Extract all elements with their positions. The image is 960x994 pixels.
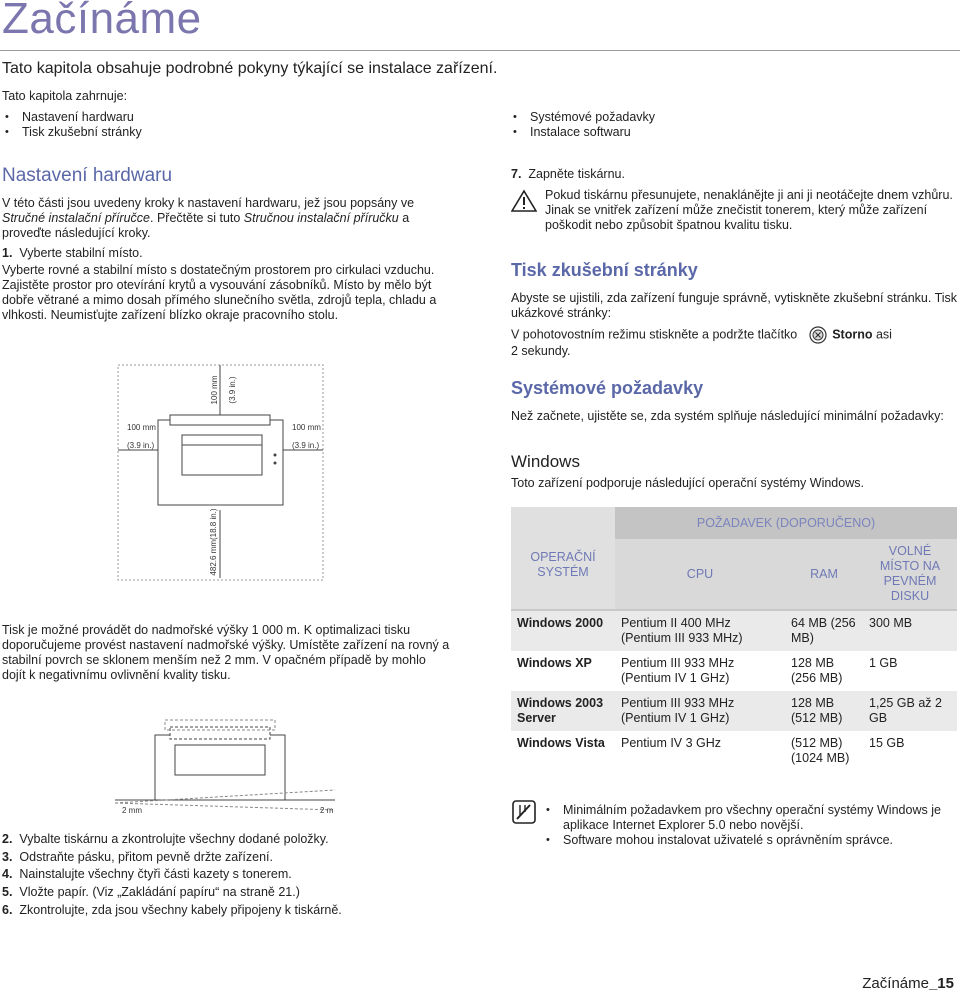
test-page-intro: Abyste se ujistili, zda zařízení funguje správně, vytiskněte zkušební stránku. Tisk ukázkové stránky:	[511, 291, 958, 320]
page-title: Začínáme	[2, 0, 202, 43]
test-page-instruction	[511, 326, 959, 359]
include-item: • Tisk zkušební stránky	[2, 125, 142, 140]
table-row	[511, 731, 957, 771]
step-1	[2, 246, 143, 261]
level-surface-diagram	[110, 705, 345, 820]
include-item: • Instalace softwaru	[510, 125, 655, 140]
requirements-table	[511, 507, 957, 771]
col-header-ram: RAM	[785, 539, 863, 610]
col-header-cpu: CPU	[615, 539, 785, 610]
page-footer	[862, 975, 954, 992]
cell-os: Windows 2003 Server	[511, 691, 615, 731]
table-row	[511, 651, 957, 691]
printer-clearance-diagram	[110, 360, 330, 585]
step-6	[2, 903, 342, 918]
step-3	[2, 850, 273, 865]
cancel-label: Storno	[832, 327, 873, 342]
clearance-right-mm: 100 mm	[292, 423, 321, 432]
guide-name: Stručnou instalační příručku	[243, 211, 399, 225]
footer-label: Začínáme	[862, 975, 929, 992]
system-requirements-heading: Systémové požadavky	[511, 378, 704, 398]
instruction-text: asi	[872, 327, 892, 342]
includes-list-left	[2, 110, 142, 140]
instruction-text: 2 sekundy.	[511, 344, 571, 358]
clearance-bottom: 482.6 mm(18.8 in.)	[209, 508, 218, 576]
level-left-label: 2 mm	[122, 806, 142, 815]
cell-os: Windows 2000	[511, 610, 615, 651]
step-number: 2.	[2, 832, 13, 846]
page-number: _15	[928, 975, 954, 992]
cell-os: Windows Vista	[511, 731, 615, 771]
step-2	[2, 832, 329, 847]
step-text: Odstraňte pásku, přitom pevně držte zařízení.	[19, 850, 273, 864]
step-1-detail: Vyberte rovné a stabilní místo s dostatečným prostorem pro cirkulaci vzduchu. Zajistěte prostor pro otevírání krytů a vysouvání zásobníků. Místo by mělo být dobře větrané a mimo dosah přímého slunečního světla, zdrojů tepla, chladu a vlhkosti. Neumisťujte zařízení blízko okraje pracovního stolu.	[2, 263, 437, 322]
clearance-top-mm: 100 mm	[210, 375, 219, 405]
step-text: Vybalte tiskárnu a zkontrolujte všechny dodané položky.	[19, 832, 329, 846]
instruction-text: V pohotovostním režimu stiskněte a podržte tlačítko	[511, 327, 798, 342]
step-text: Nainstalujte všechny čtyři části kazety s tonerem.	[19, 867, 292, 881]
note-item: • Minimálním požadavkem pro všechny operační systémy Windows je aplikace Internet Explorer 5.0 nebo novější.	[543, 803, 957, 833]
cell-cpu: Pentium III 933 MHz (Pentium IV 1 GHz)	[615, 651, 785, 691]
cell-disk: 1 GB	[863, 651, 957, 691]
cell-ram: 64 MB (256 MB)	[785, 610, 863, 651]
cell-disk: 300 MB	[863, 610, 957, 651]
step-number: 3.	[2, 850, 13, 864]
step-number: 4.	[2, 867, 13, 881]
chapter-intro: Tato kapitola obsahuje podrobné pokyny týkající se instalace zařízení.	[2, 60, 498, 77]
clearance-left-mm: 100 mm	[127, 423, 156, 432]
test-page-heading: Tisk zkušební stránky	[511, 260, 698, 280]
step-number: 6.	[2, 903, 13, 917]
table-row	[511, 691, 957, 731]
cell-ram: 128 MB (256 MB)	[785, 651, 863, 691]
clearance-right-in: (3.9 in.)	[292, 441, 320, 450]
col-header-group: POŽADAVEK (DOPORUČENO)	[615, 507, 957, 539]
step-number: 1.	[2, 246, 13, 260]
step-text: Zapněte tiskárnu.	[528, 167, 625, 181]
include-item: • Nastavení hardwaru	[2, 110, 142, 125]
hardware-intro-text: . Přečtěte si tuto	[150, 211, 244, 225]
hardware-heading: Nastavení hardwaru	[2, 165, 173, 186]
windows-intro: Toto zařízení podporuje následující operační systémy Windows.	[511, 476, 864, 490]
step-number: 7.	[511, 167, 522, 181]
cell-os: Windows XP	[511, 651, 615, 691]
cancel-button-icon	[809, 326, 827, 344]
step-text: Vyberte stabilní místo.	[19, 246, 143, 260]
step-5	[2, 885, 300, 900]
step-number: 5.	[2, 885, 13, 899]
cell-ram: (512 MB) (1024 MB)	[785, 731, 863, 771]
table-row	[511, 610, 957, 651]
title-divider	[0, 50, 960, 51]
hardware-intro-text: V této části jsou uvedeny kroky k nastavení hardwaru, jež jsou popsány ve	[2, 196, 415, 210]
windows-heading: Windows	[511, 452, 580, 471]
cell-cpu: Pentium II 400 MHz (Pentium III 933 MHz)	[615, 610, 785, 651]
step-text: Zkontrolujte, zda jsou všechny kabely připojeny k tiskárně.	[19, 903, 342, 917]
note-icon	[512, 800, 536, 824]
warning-text: Pokud tiskárnu přesunujete, nenaklánějte ji ani ji neotáčejte dnem vzhůru. Jinak se vnitřek zařízení může znečistit tonerem, který může zařízení poškodit nebo způsobit špatnou kvalitu tisku.	[545, 188, 953, 232]
cell-disk: 15 GB	[863, 731, 957, 771]
level-right-label: 2 m	[320, 806, 334, 815]
col-header-os: OPERAČNÍ SYSTÉM	[511, 507, 615, 610]
includes-list-right	[510, 110, 655, 140]
system-requirements-intro: Než začnete, ujistěte se, zda systém splňuje následující minimální požadavky:	[511, 409, 944, 423]
cell-disk: 1,25 GB až 2 GB	[863, 691, 957, 731]
cell-cpu: Pentium III 933 MHz (Pentium IV 1 GHz)	[615, 691, 785, 731]
note-item: • Software mohou instalovat uživatelé s oprávněním správce.	[543, 833, 957, 848]
cell-cpu: Pentium IV 3 GHz	[615, 731, 785, 771]
altitude-note: Tisk je možné provádět do nadmořské výšky 1 000 m. K optimalizaci tisku doporučujeme provést nastavení nadmořské výšky. Umístěte zařízení na rovný a stabilní povrch se sklonem menším než 2 mm. V opačném případě by mohlo dojít k negativnímu ovlivnění kvality tisku.	[2, 623, 450, 682]
hardware-intro-text: a proveďte následující kroky.	[2, 211, 410, 240]
step-7	[511, 167, 625, 182]
col-header-disk: VOLNÉ MÍSTO NA PEVNÉM DISKU	[863, 539, 957, 610]
guide-name: Stručné instalační příručce	[2, 211, 150, 225]
warning-icon	[511, 189, 537, 213]
includes-label: Tato kapitola zahrnuje:	[2, 89, 128, 103]
step-4	[2, 867, 292, 882]
include-item: • Systémové požadavky	[510, 110, 655, 125]
clearance-left-in: (3.9 in.)	[127, 441, 155, 450]
step-text: Vložte papír. (Viz „Zakládání papíru“ na straně 21.)	[19, 885, 300, 899]
cell-ram: 128 MB (512 MB)	[785, 691, 863, 731]
clearance-top-in: (3.9 in.)	[228, 376, 237, 404]
hardware-intro	[2, 196, 452, 241]
notes-list	[543, 803, 957, 848]
